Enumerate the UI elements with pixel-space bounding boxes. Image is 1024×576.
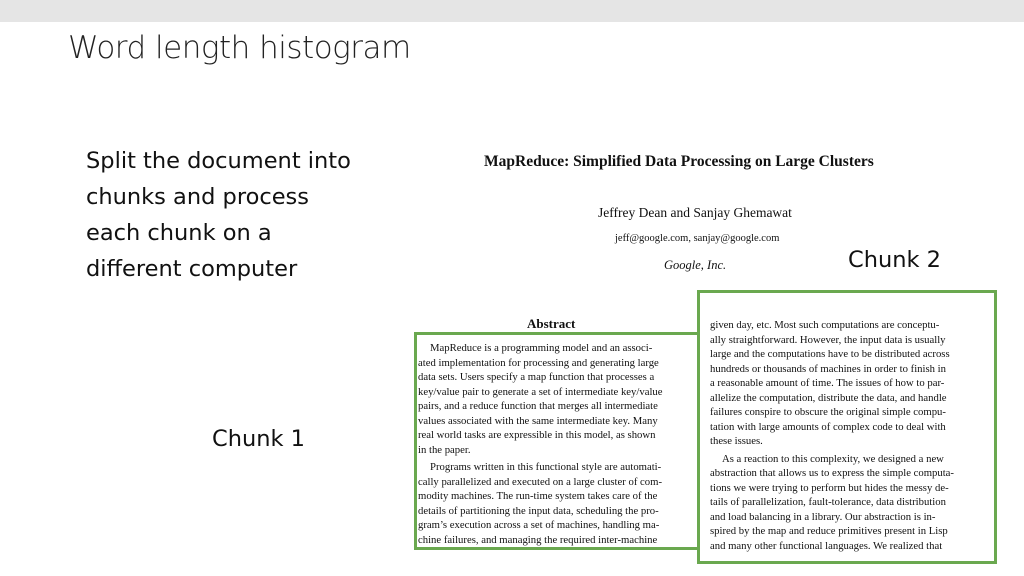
paper-line: abstraction that allows us to express the simple computa- [710, 467, 954, 479]
paper-line: cally parallelized and executed on a large cluster of com- [418, 475, 663, 488]
paper-line: and many other functional languages. We realized that [710, 539, 943, 552]
top-bar [0, 0, 1024, 22]
paper-line: large and the computations have to be distributed across [710, 348, 950, 360]
slide-title: Word length histogram [68, 30, 411, 66]
paper-line: Programs written in this functional style are automati- [430, 461, 662, 473]
paper-line: spired by the map and reduce primitives present in Lisp [710, 525, 948, 537]
paper-line: details of partitioning the input data, scheduling the pro- [418, 504, 659, 517]
paper-line: real world tasks are expressible in this model, as shown [418, 429, 656, 441]
paper-line: tation with large amounts of complex code to deal with [710, 420, 946, 433]
paper-line: modity machines. The run-time system takes care of the [418, 490, 658, 502]
paper-line: data sets. Users specify a map function that processes a [418, 371, 655, 383]
paper-line: ally straightforward. However, the input data is usually [710, 333, 946, 346]
paper-line: MapReduce is a programming model and an associ- [430, 342, 653, 354]
paper-line: tails of parallelization, fault-tolerance, data distribution [710, 496, 946, 508]
paper-line: given day, etc. Most such computations are conceptu- [710, 319, 940, 331]
chunk-1-text [418, 341, 693, 547]
paper-line: pairs, and a reduce function that merges all intermediate [418, 400, 658, 412]
bullet-text [86, 143, 386, 287]
paper-line: As a reaction to this complexity, we designed a new [722, 452, 944, 465]
abstract-heading: Abstract [527, 316, 576, 331]
paper-line: in the paper. [418, 443, 471, 456]
paper-line: chine failures, and managing the required inter-machine [418, 533, 658, 546]
paper-line: values associated with the same intermediate key. Many [418, 414, 658, 427]
bullet-line: Split the document into [86, 148, 351, 174]
chunk-1-label: Chunk 1 [212, 426, 305, 452]
paper-line: hundreds or thousands of machines in order to finish in [710, 362, 946, 375]
bullet-line: different computer [86, 256, 298, 282]
chunk-2-text [710, 318, 982, 553]
paper-line: a reasonable amount of time. The issues of how to par- [710, 377, 945, 389]
paper-line: key/value pair to generate a set of intermediate key/value [418, 385, 663, 398]
paper-emails: jeff@google.com, sanjay@google.com [615, 233, 780, 244]
paper-line: these issues. [710, 435, 763, 447]
chunk-2-label: Chunk 2 [848, 247, 941, 273]
paper-line: ated implementation for processing and generating large [418, 356, 659, 369]
bullet-line: chunks and process [86, 184, 310, 210]
paper-line: tions we were trying to perform but hides the messy de- [710, 481, 949, 494]
paper-line: gram’s execution across a set of machines, handling ma- [418, 519, 660, 531]
paper-line: and load balancing in a library. Our abstraction is in- [710, 510, 936, 523]
paper-line: failures conspire to obscure the original simple compu- [710, 406, 946, 418]
paper-affiliation: Google, Inc. [664, 258, 727, 272]
paper-title: MapReduce: Simplified Data Processing on Large Clusters [484, 153, 874, 170]
paper-line: allelize the computation, distribute the data, and handle [710, 391, 947, 404]
bullet-line: each chunk on a [86, 220, 272, 246]
paper-authors: Jeffrey Dean and Sanjay Ghemawat [598, 205, 792, 220]
